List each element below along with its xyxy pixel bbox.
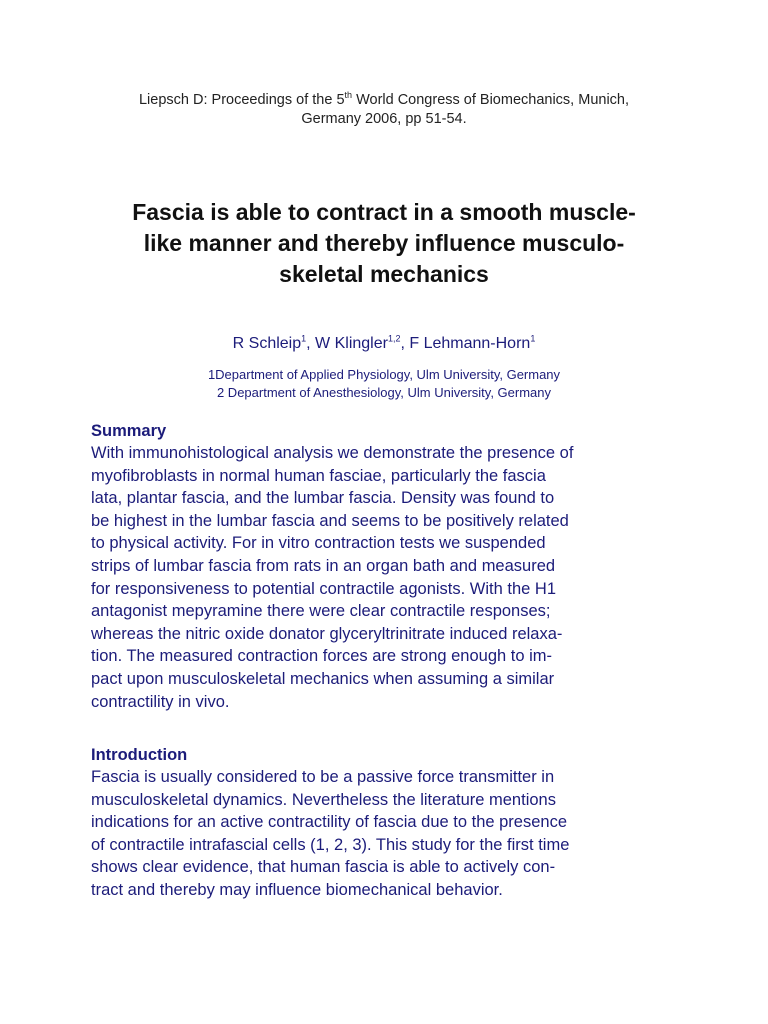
body-line: tion. The measured contraction forces are strong enough to im- (91, 647, 553, 666)
body-line: to physical activity. For in vitro contraction tests we suspended (91, 534, 546, 553)
body-line: With immunohistological analysis we demonstrate the presence of (91, 444, 574, 462)
author-affiliation-marker: 1,2 (387, 333, 401, 344)
body-line: tract and thereby may influence biomechanical behavior. (91, 880, 503, 899)
body-line: lata, plantar fascia, and the lumbar fascia. Density was found to (91, 489, 555, 508)
paper-title (60, 197, 708, 290)
body-line: contractility in vivo. (91, 692, 230, 711)
summary-body (91, 442, 691, 713)
body-line: myofibroblasts in normal human fasciae, particularly the fascia (91, 466, 546, 485)
body-line: indications for an active contractility of fascia due to the presence (91, 813, 568, 832)
title-line: skeletal mechanics (279, 261, 489, 287)
author-name: , F Lehmann-Horn (400, 335, 531, 352)
body-line: antagonist mepyramine there were clear contractile responses; (91, 602, 551, 621)
body-line: Fascia is usually considered to be a passive force transmitter in (91, 768, 555, 786)
author-name: R Schleip (232, 335, 302, 352)
body-line: for responsiveness to potential contractile agonists. With the H1 (91, 579, 556, 598)
summary-heading: Summary (91, 422, 167, 440)
introduction-heading: Introduction (91, 746, 188, 764)
author-affiliation-marker: 1 (530, 333, 536, 344)
introduction-body (91, 766, 691, 902)
body-line: musculoskeletal dynamics. Nevertheless the literature mentions (91, 790, 556, 809)
body-line: shows clear evidence, that human fascia is able to actively con- (91, 858, 556, 877)
author-affiliation-marker: 1 (301, 333, 307, 344)
affiliations (60, 366, 708, 402)
summary-section (91, 421, 691, 713)
body-line: be highest in the lumbar fascia and seems to be positively related (91, 511, 569, 530)
citation-line-1 (60, 91, 708, 110)
author-name: , W Klingler (306, 335, 388, 352)
title-line: Fascia is able to contract in a smooth muscle- (132, 199, 636, 225)
affiliation-line: 1Department of Applied Physiology, Ulm University, Germany (207, 367, 561, 382)
title-line: like manner and thereby influence musculo- (143, 230, 625, 256)
body-line: strips of lumbar fascia from rats in an organ bath and measured (91, 556, 556, 575)
citation (60, 91, 708, 129)
citation-ordinal-superscript: th (344, 90, 353, 101)
body-line: whereas the nitric oxide donator glyceryltrinitrate induced relaxa- (91, 624, 563, 643)
citation-line-1-text: Liepsch D: Proceedings of the 5 (138, 92, 345, 108)
affiliation-line: 2 Department of Anesthesiology, Ulm University, Germany (216, 385, 552, 400)
author-list (60, 333, 708, 355)
citation-line-1-rest: World Congress of Biomechanics, Munich, (352, 92, 630, 108)
body-line: pact upon musculoskeletal mechanics when assuming a similar (91, 669, 555, 688)
introduction-section (91, 745, 691, 902)
body-line: of contractile intrafascial cells (1, 2, 3). This study for the first time (91, 835, 570, 854)
citation-line-2: Germany 2006, pp 51-54. (301, 111, 467, 127)
